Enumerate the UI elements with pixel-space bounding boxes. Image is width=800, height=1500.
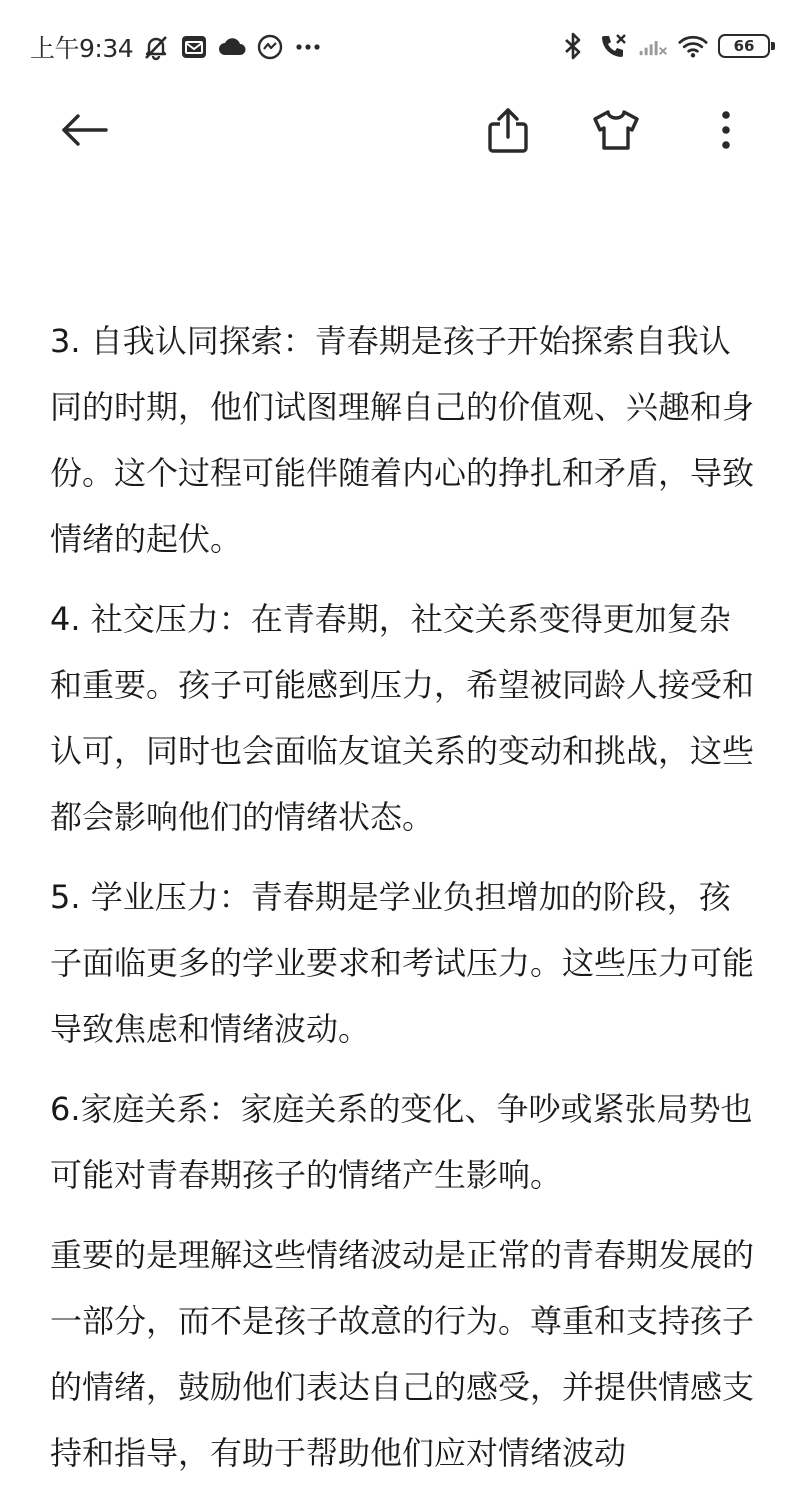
back-button[interactable] — [50, 100, 114, 164]
status-right-group — [558, 28, 770, 64]
more-options-button[interactable] — [694, 100, 758, 164]
mail-icon — [179, 32, 209, 62]
share-button[interactable] — [476, 100, 540, 164]
battery-level: 66 — [733, 37, 755, 55]
signal-off-icon — [638, 31, 668, 61]
paragraph-conclusion: 重要的是理解这些情绪波动是正常的青春期发展的一部分，而不是孩子故意的行为。尊重和支持孩子的情绪，鼓励他们表达自己的感受，并提供情感支持和指导，有助于帮助他们应对情绪波动 — [50, 1236, 755, 1472]
back-arrow-icon — [56, 110, 108, 154]
paragraph-family-relations: 6.家庭关系：家庭关系的变化、争吵或紧张局势也可能对青春期孩子的情绪产生影响。 — [50, 1090, 753, 1194]
mute-bell-icon — [141, 32, 171, 62]
article-content — [50, 308, 760, 1500]
status-left-group — [30, 30, 323, 64]
chat-bubble-icon — [255, 32, 285, 62]
theme-button[interactable] — [584, 100, 648, 164]
wifi-icon — [678, 31, 708, 61]
status-time: 上午9:34 — [30, 34, 134, 63]
more-dots-icon — [293, 32, 323, 62]
call-blocked-icon — [598, 31, 628, 61]
bluetooth-icon — [558, 31, 588, 61]
paragraph-social-pressure: 4. 社交压力：在青春期，社交关系变得更加复杂和重要。孩子可能感到压力，希望被同龄人接受和认可，同时也会面临友谊关系的变动和挑战，这些都会影响他们的情绪状态。 — [50, 600, 755, 836]
more-vertical-icon — [718, 108, 734, 156]
share-icon — [486, 106, 530, 158]
cloud-icon — [217, 32, 247, 62]
status-bar — [0, 0, 800, 90]
battery-indicator — [718, 34, 770, 58]
tshirt-icon — [591, 108, 641, 156]
paragraph-identity: 3. 自我认同探索：青春期是孩子开始探索自我认同的时期，他们试图理解自己的价值观、兴趣和身份。这个过程可能伴随着内心的挣扎和矛盾，导致情绪的起伏。 — [50, 322, 755, 558]
top-toolbar — [0, 100, 800, 170]
paragraph-academic-pressure: 5. 学业压力：青春期是学业负担增加的阶段，孩子面临更多的学业要求和考试压力。这些压力可能导致焦虑和情绪波动。 — [50, 878, 755, 1048]
